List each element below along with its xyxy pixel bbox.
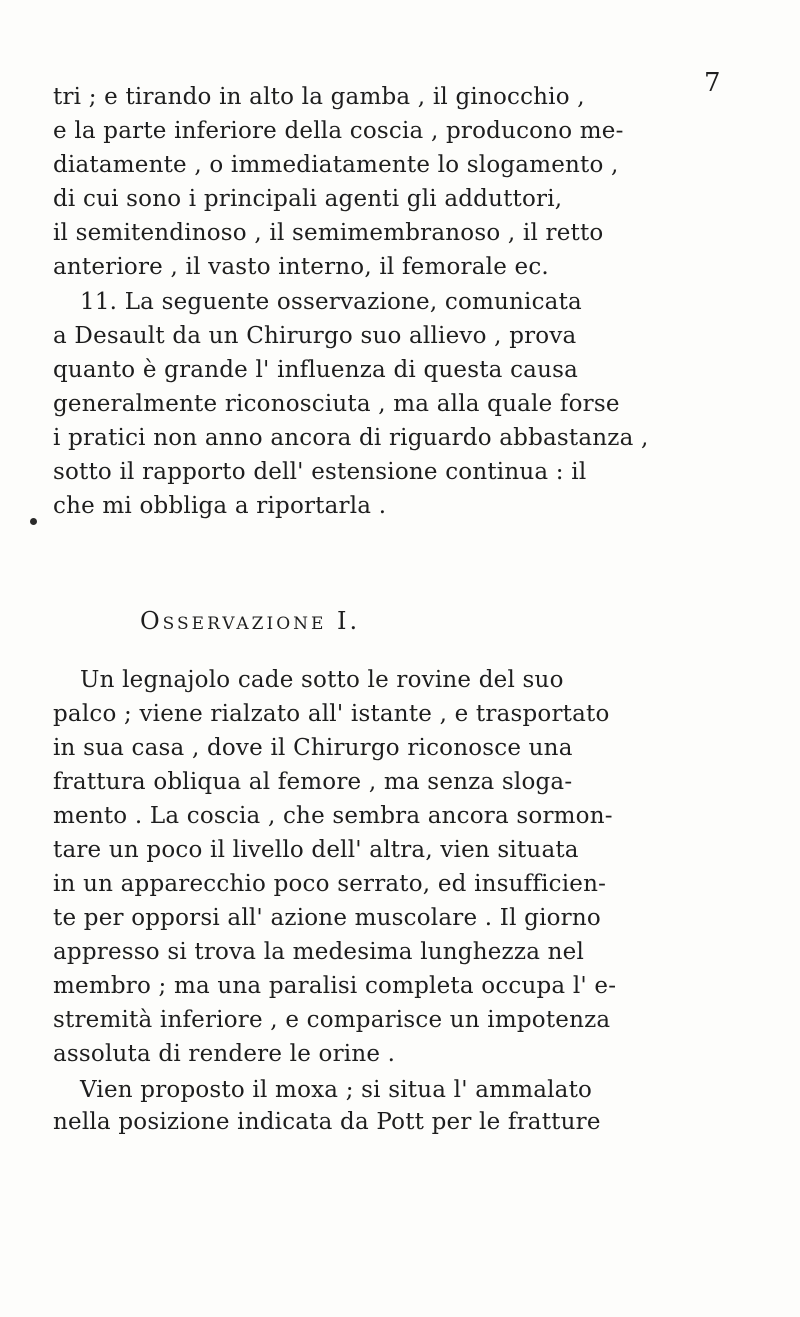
ink-speck: [30, 518, 37, 525]
text-line: a Desault da un Chirurgo suo allievo , prova: [53, 323, 577, 349]
text-line: tare un poco il livello dell' altra, vien situata: [53, 837, 579, 863]
text-line: assoluta di rendere le orine .: [53, 1041, 396, 1067]
text-line: te per opporsi all' azione muscolare . Il giorno: [53, 905, 601, 931]
text-line: Un legnajolo cade sotto le rovine del suo: [80, 667, 564, 693]
text-line: anteriore , il vasto interno, il femorale ec.: [53, 254, 549, 280]
section-heading: Osservazione I.: [140, 607, 361, 635]
text-line: in un apparecchio poco serrato, ed insufficien-: [53, 871, 607, 897]
text-line: Vien proposto il moxa ; si situa l' ammalato: [80, 1077, 593, 1103]
text-line: e la parte inferiore della coscia , producono me-: [53, 118, 624, 144]
text-line: il semitendinoso , il semimembranoso , il retto: [53, 220, 604, 246]
text-line: 11. La seguente osservazione, comunicata: [80, 289, 582, 315]
text-line: palco ; viene rialzato all' istante , e trasportato: [53, 701, 610, 727]
text-line: i pratici non anno ancora di riguardo abbastanza ,: [53, 425, 649, 451]
text-line: quanto è grande l' influenza di questa causa: [53, 357, 579, 383]
text-line: mento . La coscia , che sembra ancora sormon-: [53, 803, 613, 829]
text-line: che mi obbliga a riportarla .: [53, 493, 387, 519]
text-line: frattura obliqua al femore , ma senza sloga-: [53, 769, 573, 795]
text-line: in sua casa , dove il Chirurgo riconosce una: [53, 735, 573, 761]
text-line: appresso si trova la medesima lunghezza nel: [53, 939, 584, 965]
text-line: sotto il rapporto dell' estensione continua : il: [53, 459, 587, 485]
text-line: di cui sono i principali agenti gli adduttori,: [53, 186, 563, 212]
text-line: tri ; e tirando in alto la gamba , il ginocchio ,: [53, 84, 585, 110]
text-line: diatamente , o immediatamente lo slogamento ,: [53, 152, 619, 178]
text-line: stremità inferiore , e comparisce un impotenza: [53, 1007, 611, 1033]
text-line: nella posizione indicata da Pott per le fratture: [53, 1109, 601, 1135]
page-number: 7: [704, 68, 721, 98]
text-line: membro ; ma una paralisi completa occupa l' e-: [53, 973, 617, 999]
text-line: generalmente riconosciuta , ma alla quale forse: [53, 391, 620, 417]
